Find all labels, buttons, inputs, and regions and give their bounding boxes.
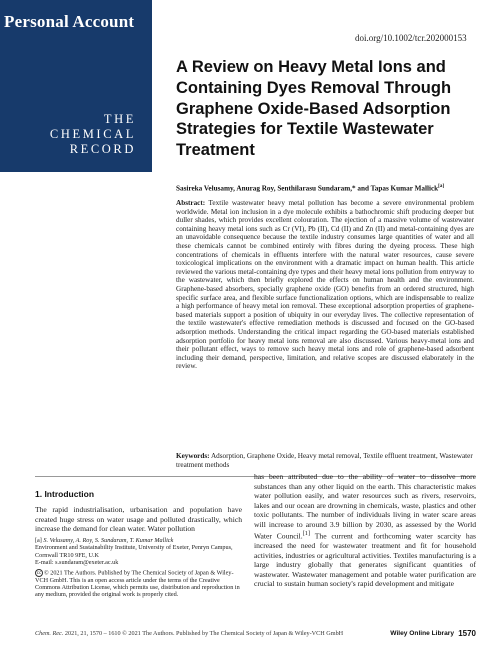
left-column bbox=[35, 489, 242, 534]
wiley-online-library-label: Wiley Online Library bbox=[390, 630, 454, 637]
abstract-text: Textile wastewater heavy metal pollution has become a severe environmental problem worldwide. Metal ion inclusion in a dye molecule exhibits a bathochromic shift producing deeper but duller shades, which provides excellent colouration. The ejection of a massive volume of wastewater containing heavy metal ions such as Cr (VI), Pb (II), Cd (II) and Zn (II) and metal-containing dyes are an unavoidable consequence because the textile industry consumes large quantities of water and all these chemicals cannot be combined entirely with fibres during the dyeing process. These high concentrations of chemicals in effluents interfere with the natural water resources, cause severe toxicological implications on the environment with a dramatic impact on human health. This article reviewed the various metal-containing dye types and their heavy metal ions pollution from entryway to the wastewater, which then briefly explored the effects on human health and the environment. Graphene-based absorbers, specially graphene oxide (GO) benefits from an ordered structured, high specific surface area, and flexible surface functionalization options, which are indispensable to realize a high performance of heavy metal ion removal. These exceptional adsorption properties of graphene-based materials support a position of ubiquity in our everyday lives. The collective representation of the textile wastewater's effective remediation methods is discussed and focused on the GO-based adsorption methods. Understanding the critical impact regarding the GO-based materials established adsorption portfolio for heavy metal ions removal are also discussed. Various heavy-metal ions and their pollutant effect, ways to remove such heavy metal ions and role of graphene-based adsorbent including their demand, perspective, limitation, and relative scopes are discussed elaborately in the review. bbox=[176, 199, 475, 371]
journal-name-line: RECORD bbox=[69, 142, 136, 156]
keywords-label: Keywords: bbox=[176, 452, 210, 460]
page-number: 1570 bbox=[458, 629, 476, 638]
keywords bbox=[176, 452, 474, 469]
keywords-text: Adsorption, Graphene Oxide, Heavy metal removal, Textile effluent treatment, Wastewater treatment methods bbox=[176, 452, 473, 469]
affiliation-email[interactable]: E-mail: s.sundaram@exeter.ac.uk bbox=[35, 559, 119, 567]
journal-banner bbox=[0, 0, 152, 172]
affiliation-footnote bbox=[35, 537, 242, 599]
affiliation-label: [a] bbox=[35, 537, 42, 544]
creative-commons-icon: cc bbox=[36, 569, 42, 575]
right-column bbox=[254, 472, 476, 589]
doi-link[interactable]: doi.org/10.1002/tcr.202000153 bbox=[355, 33, 467, 43]
author-affiliation-marker: [a] bbox=[438, 184, 444, 189]
citation-text: 2021, 21, 1570 – 1610 © 2021 The Authors. Published by The Chemical Society of Japan & Wiley-VCH GmbH bbox=[63, 630, 344, 637]
footer-citation bbox=[35, 630, 343, 637]
journal-name-line: THE bbox=[103, 112, 136, 126]
license-notice bbox=[35, 569, 242, 599]
affiliation-address: Environment and Sustainability Institute, University of Exeter, Penryn Campus, Cornwall TR10 9FE, U.K bbox=[35, 544, 233, 559]
author-names: Sasireka Velusamy, Anurag Roy, Senthilarasu Sundaram,* and Tapas Kumar Mallick bbox=[176, 184, 439, 193]
reference-marker[interactable]: [1] bbox=[302, 530, 311, 537]
abstract-label: Abstract: bbox=[176, 199, 206, 207]
right-column-text-continued: The current and forthcoming water scarcity has increased the need for wastewater treatment and fit for household activities, industries or agricultural activities. Textiles manufacturing is a large industry globally that generates significant quantities of wastewater. Wastewater management and potable water purification are crucial to sustain human society's rapid development and mitigate bbox=[254, 531, 477, 589]
article-title: A Review on Heavy Metal Ions and Containing Dyes Removal Through Graphene Oxide-Based Adsorption Strategies for Textile Wastewater Treatment bbox=[176, 58, 452, 160]
intro-paragraph: The rapid industrialisation, urbanisation and population have created huge stress on water usage and polluted drastically, which increase the demand for clean water. Water pollution bbox=[35, 505, 242, 533]
journal-name-line: CHEMICAL bbox=[49, 127, 136, 141]
journal-name bbox=[6, 112, 136, 157]
journal-abbreviation: Chem. Rec. bbox=[35, 630, 64, 637]
section-label: Personal Account bbox=[4, 12, 135, 31]
author-list bbox=[176, 184, 476, 192]
intro-heading: 1. Introduction bbox=[35, 489, 95, 499]
right-column-text: has been attributed due to the ability of water to dissolve more substances than any other liquid on the earth. This characteristic makes water pollution easily, and water resources such as rivers, reservoirs, lakes and our ocean are drowning in chemicals, waste, plastics and other toxic pollutants. The number of individuals living in water scare areas will increase to around 3.9 billion by 2030, as assessed by the World Water Council. bbox=[254, 472, 476, 541]
abstract bbox=[176, 199, 474, 371]
affiliation-names: S. Velusamy, A. Roy, S. Sundaram, T. Kumar Mallick bbox=[43, 537, 174, 544]
license-text: © 2021 The Authors. Published by The Chemical Society of Japan & Wiley-VCH GmbH. This is an open access article under the terms of the Creative Commons Attribution License, which permits use, distribution and reproduction in any medium, provided the original work is properly cited. bbox=[35, 569, 240, 599]
